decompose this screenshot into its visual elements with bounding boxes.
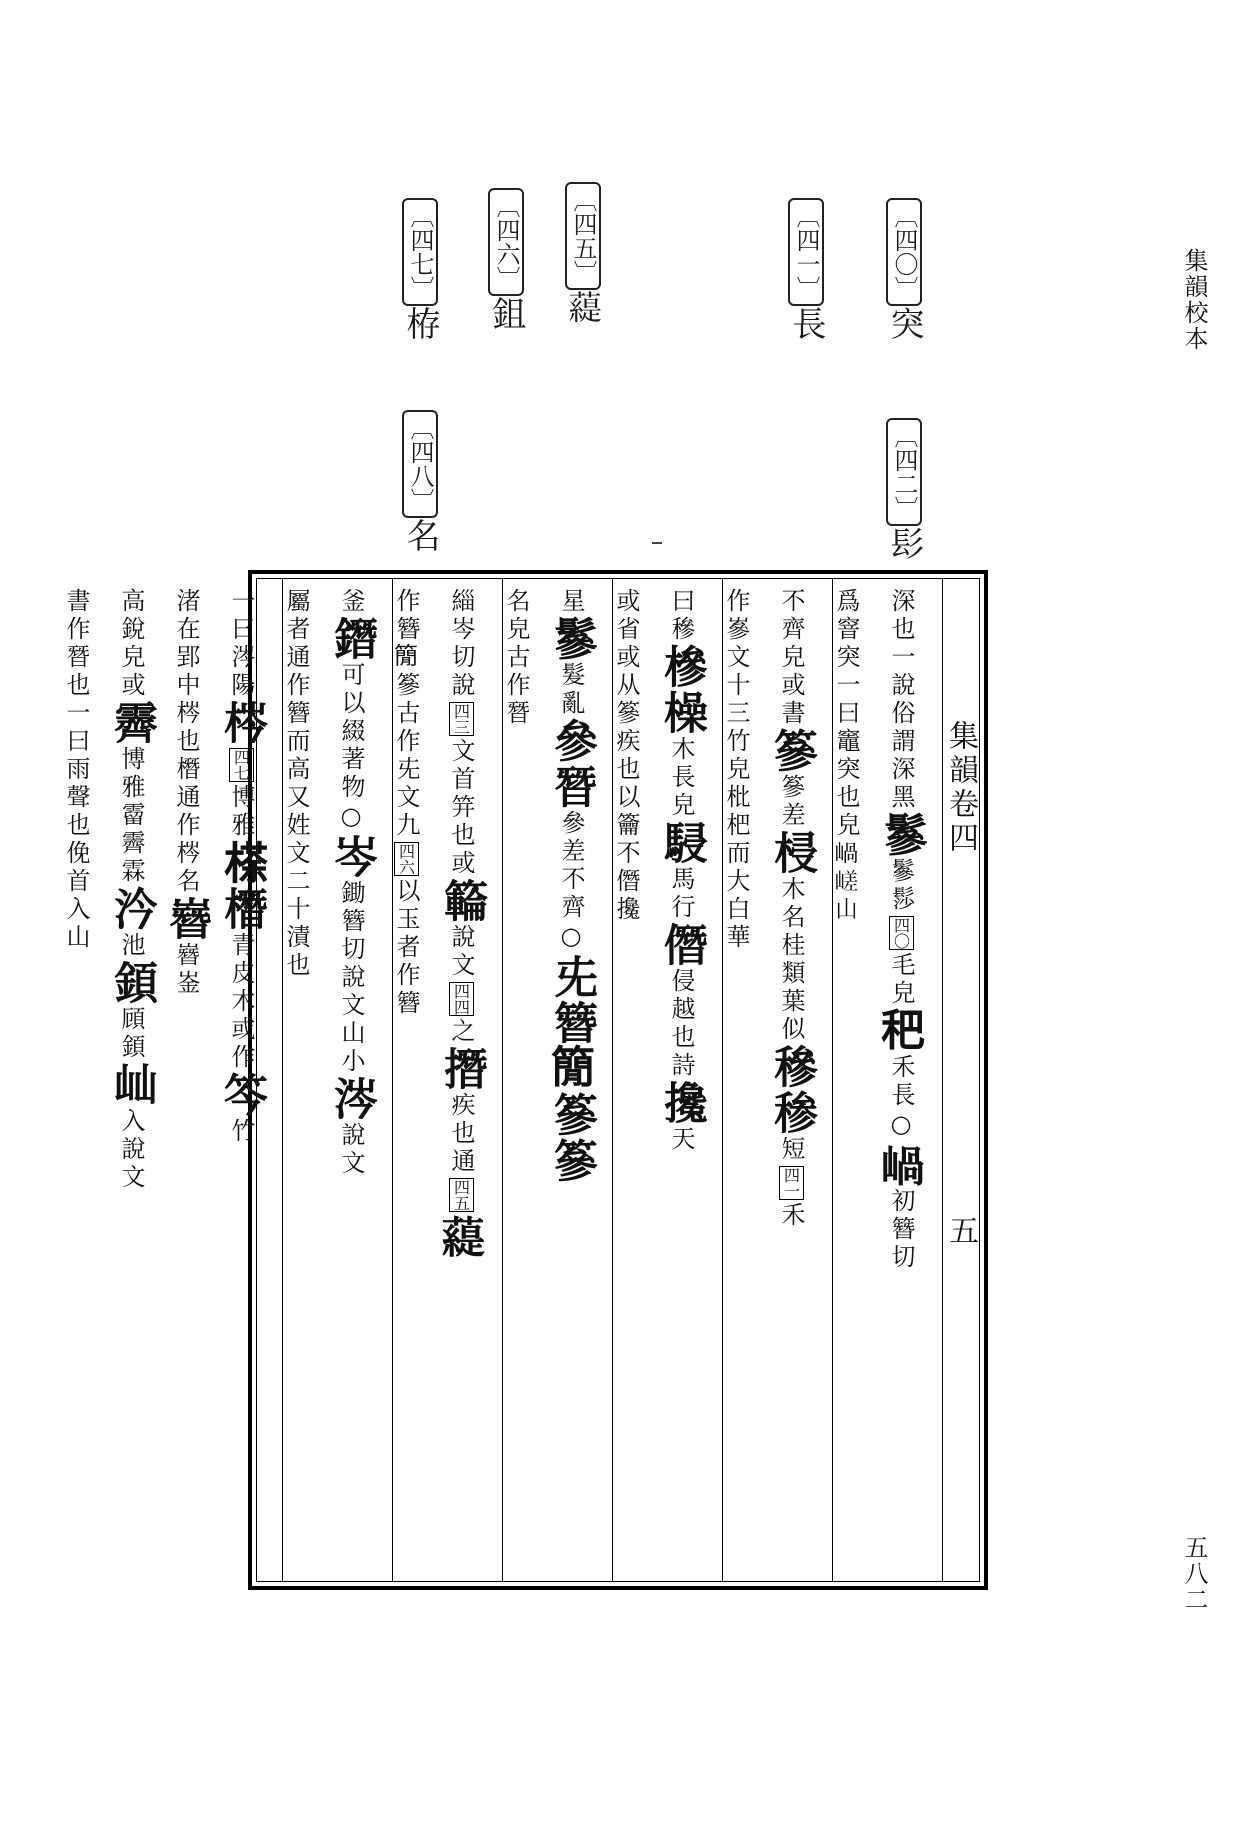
- gloss-text: 文首笄也或: [447, 738, 475, 878]
- running-title: 集韻校本: [1180, 248, 1208, 352]
- gloss-text: 髮亂: [557, 662, 585, 718]
- gloss-text: 俛首: [62, 840, 90, 896]
- gloss-text: 者通作簪: [282, 616, 310, 728]
- gloss-text: 梣也: [172, 700, 200, 756]
- headword: 𣘻: [216, 840, 267, 886]
- gloss-text: 高銳皃或: [117, 588, 145, 700]
- gloss-text: 書作朁: [62, 588, 90, 672]
- headword: 𡹬: [876, 1142, 927, 1188]
- gloss-text: 不齊皃或書: [777, 588, 805, 728]
- note-marker: 四六: [394, 842, 419, 876]
- gloss-text: 也: [62, 812, 90, 840]
- gloss-text: 橬通作梣: [172, 756, 200, 868]
- gloss-text: ○: [557, 922, 585, 954]
- text-column: [600, 588, 652, 1578]
- headword: 汵: [106, 886, 157, 932]
- text-column: [655, 588, 707, 1578]
- headword: 槮: [656, 644, 707, 690]
- note-marker: 四三: [449, 702, 474, 736]
- text-column: [820, 588, 872, 1578]
- headword: 顉: [106, 960, 157, 1006]
- gloss-text: 以籥不僭: [612, 784, 640, 896]
- text-column: [215, 588, 267, 1578]
- gloss-text: 木名桂類葉似: [777, 876, 805, 1044]
- gloss-text: 疾也通: [447, 1092, 475, 1176]
- gloss-text: 也一曰雨聲: [62, 672, 90, 812]
- gloss-text: 博雅: [227, 784, 255, 840]
- headword: 穇: [766, 1044, 817, 1090]
- gloss-text: 說文: [337, 1122, 365, 1178]
- gloss-text: 鬖髿: [887, 858, 915, 914]
- headword: 篸: [546, 1138, 597, 1184]
- headword: 梣: [216, 700, 267, 746]
- gloss-text: 短: [777, 1136, 805, 1164]
- text-column: [380, 588, 432, 1578]
- gloss-text: 天: [667, 1126, 695, 1154]
- note-label: 〔四一〕: [788, 198, 824, 306]
- note-marker: 四一: [779, 1166, 804, 1200]
- gloss-text: 禾長: [887, 1054, 915, 1110]
- gloss-text: 渚在郢中: [172, 588, 200, 700]
- headword: 𥝧: [876, 1008, 927, 1054]
- gloss-text: 或从篸: [612, 644, 640, 728]
- gloss-text: 竹皃: [722, 728, 750, 784]
- gloss-text: 緇岑切說: [447, 588, 475, 700]
- headword: 簪: [546, 1000, 597, 1046]
- text-column: [325, 588, 377, 1578]
- headword: 橾: [656, 690, 707, 736]
- text-column: [875, 588, 927, 1578]
- collation-note: [396, 198, 445, 346]
- headword: 鬖: [546, 616, 597, 662]
- gloss-text: 入: [117, 1108, 145, 1136]
- gloss-text: 入山: [62, 896, 90, 952]
- note-text: 𧀠: [563, 290, 603, 330]
- note-label: 〔四五〕: [565, 182, 601, 290]
- gloss-text: 頋顉: [117, 1006, 145, 1062]
- collation-note: [562, 182, 604, 330]
- gloss-text: 說文: [447, 924, 475, 980]
- headword: 僭: [656, 922, 707, 968]
- note-text: 突: [884, 306, 924, 346]
- headword: 䅟: [766, 1090, 817, 1136]
- gloss-text: 名: [502, 588, 530, 616]
- gloss-text: 參差不齊: [557, 810, 585, 922]
- headword: 撍: [436, 1046, 487, 1092]
- gloss-text: 星: [557, 588, 585, 616]
- note-label: 〔四八〕: [402, 410, 438, 518]
- headword: 梫: [766, 830, 817, 876]
- note-marker: 四七: [229, 748, 254, 782]
- gloss-text: 作簪: [392, 962, 420, 1018]
- gloss-text: 鋤簪切說文山小: [337, 880, 365, 1076]
- note-label: 〔四七〕: [402, 198, 438, 306]
- gloss-text: 篸差: [777, 774, 805, 830]
- gloss-text: 而高又姓文二十: [282, 728, 310, 924]
- collation-note: [396, 410, 445, 558]
- note-label: 〔四〇〕: [886, 198, 922, 306]
- note-text: 髟: [884, 526, 924, 566]
- text-column: [435, 588, 487, 1578]
- gloss-text: 爲窨突一曰竈突也: [832, 588, 860, 812]
- gloss-text: 古作朁: [502, 644, 530, 728]
- margin-tick: [652, 542, 662, 544]
- gloss-text: 說文: [117, 1136, 145, 1192]
- note-text: 長: [786, 306, 826, 346]
- gloss-text: 屬: [282, 588, 310, 616]
- headword: 鐕: [326, 616, 377, 662]
- gloss-text: 青皮木或作: [227, 932, 255, 1072]
- note-marker: 四五: [449, 1178, 474, 1212]
- gloss-text: 竹: [227, 1118, 255, 1146]
- page-number: 五八二: [1180, 1535, 1208, 1613]
- gloss-text: 可以綴著物: [337, 662, 365, 802]
- note-text: 栫: [400, 306, 440, 346]
- gloss-text: 一曰涔陽: [227, 588, 255, 700]
- gloss-text: 疾也: [612, 728, 640, 784]
- gloss-text: 初簪切: [887, 1188, 915, 1272]
- text-column: [160, 588, 212, 1578]
- headword: 駸: [656, 820, 707, 866]
- headword: 參: [546, 718, 597, 764]
- collation-note: [880, 198, 929, 346]
- gloss-text: 漬也: [282, 924, 310, 980]
- headword: 攙: [656, 1080, 707, 1126]
- collation-note: [880, 418, 929, 566]
- headword: 𥳑: [546, 1046, 597, 1092]
- headword: 橬: [216, 886, 267, 932]
- headword: 岑: [326, 834, 377, 880]
- collation-note: [482, 188, 531, 336]
- headword: 𥶡: [436, 878, 487, 924]
- text-column: [490, 588, 542, 1578]
- gloss-text: 攙: [612, 896, 640, 924]
- text-column: [710, 588, 762, 1578]
- text-column: [545, 588, 597, 1578]
- text-column: [50, 588, 102, 1578]
- gloss-text: 枇杷而大白華: [722, 784, 750, 952]
- gloss-text: 博雅霤霽霖: [117, 746, 145, 886]
- text-column: [765, 588, 817, 1578]
- gloss-text: 侵越也詩: [667, 968, 695, 1080]
- gloss-text: 作嵾文十三: [722, 588, 750, 728]
- note-label: 〔四二〕: [886, 418, 922, 526]
- gloss-text: ○: [337, 802, 365, 834]
- gloss-text: 禾: [777, 1202, 805, 1230]
- gloss-text: 𡹬嵯山: [832, 840, 860, 924]
- gloss-text: 皃: [502, 616, 530, 644]
- gloss-text: 以玉者: [392, 878, 420, 962]
- gloss-text: 釜: [337, 588, 365, 616]
- text-column: [105, 588, 157, 1578]
- gloss-text: 曰穇: [667, 588, 695, 644]
- gloss-text: 馬行: [667, 866, 695, 922]
- gloss-text: 或省: [612, 588, 640, 644]
- headword: 兂: [546, 954, 597, 1000]
- note-label: 〔四六〕: [488, 188, 524, 296]
- text-column: [270, 588, 322, 1578]
- headword: 霽: [106, 700, 157, 746]
- gloss-text: 毛皃: [887, 952, 915, 1008]
- gloss-text: 池: [117, 932, 145, 960]
- note-text: 鉏: [486, 296, 526, 336]
- gloss-text: 作簪𥳑篸古作兂文九: [392, 588, 420, 840]
- headword: 篸: [766, 728, 817, 774]
- collation-note: [782, 198, 831, 346]
- headword: 鬖: [876, 812, 927, 858]
- fold-page: 五: [943, 1215, 978, 1245]
- note-marker: 四四: [449, 982, 474, 1016]
- headword: 笒: [216, 1072, 267, 1118]
- headword: 篸: [546, 1092, 597, 1138]
- headword: 嶜: [161, 896, 212, 942]
- gloss-text: 木長皃: [667, 736, 695, 820]
- headword: 屾: [106, 1062, 157, 1108]
- fold-title: 集韻卷四: [943, 720, 978, 856]
- gloss-text: 皃: [832, 812, 860, 840]
- gloss-text: 之: [447, 1018, 475, 1046]
- headword: 𧀠: [436, 1214, 487, 1260]
- gloss-text: ○: [887, 1110, 915, 1142]
- gloss-text: 深也一說俗謂深黑: [887, 588, 915, 812]
- headword: 朁: [546, 764, 597, 810]
- note-text: 名: [400, 518, 440, 558]
- headword: 涔: [326, 1076, 377, 1122]
- note-marker: 四〇: [889, 916, 914, 950]
- gloss-text: 名: [172, 868, 200, 896]
- gloss-text: 嶜崟: [172, 942, 200, 998]
